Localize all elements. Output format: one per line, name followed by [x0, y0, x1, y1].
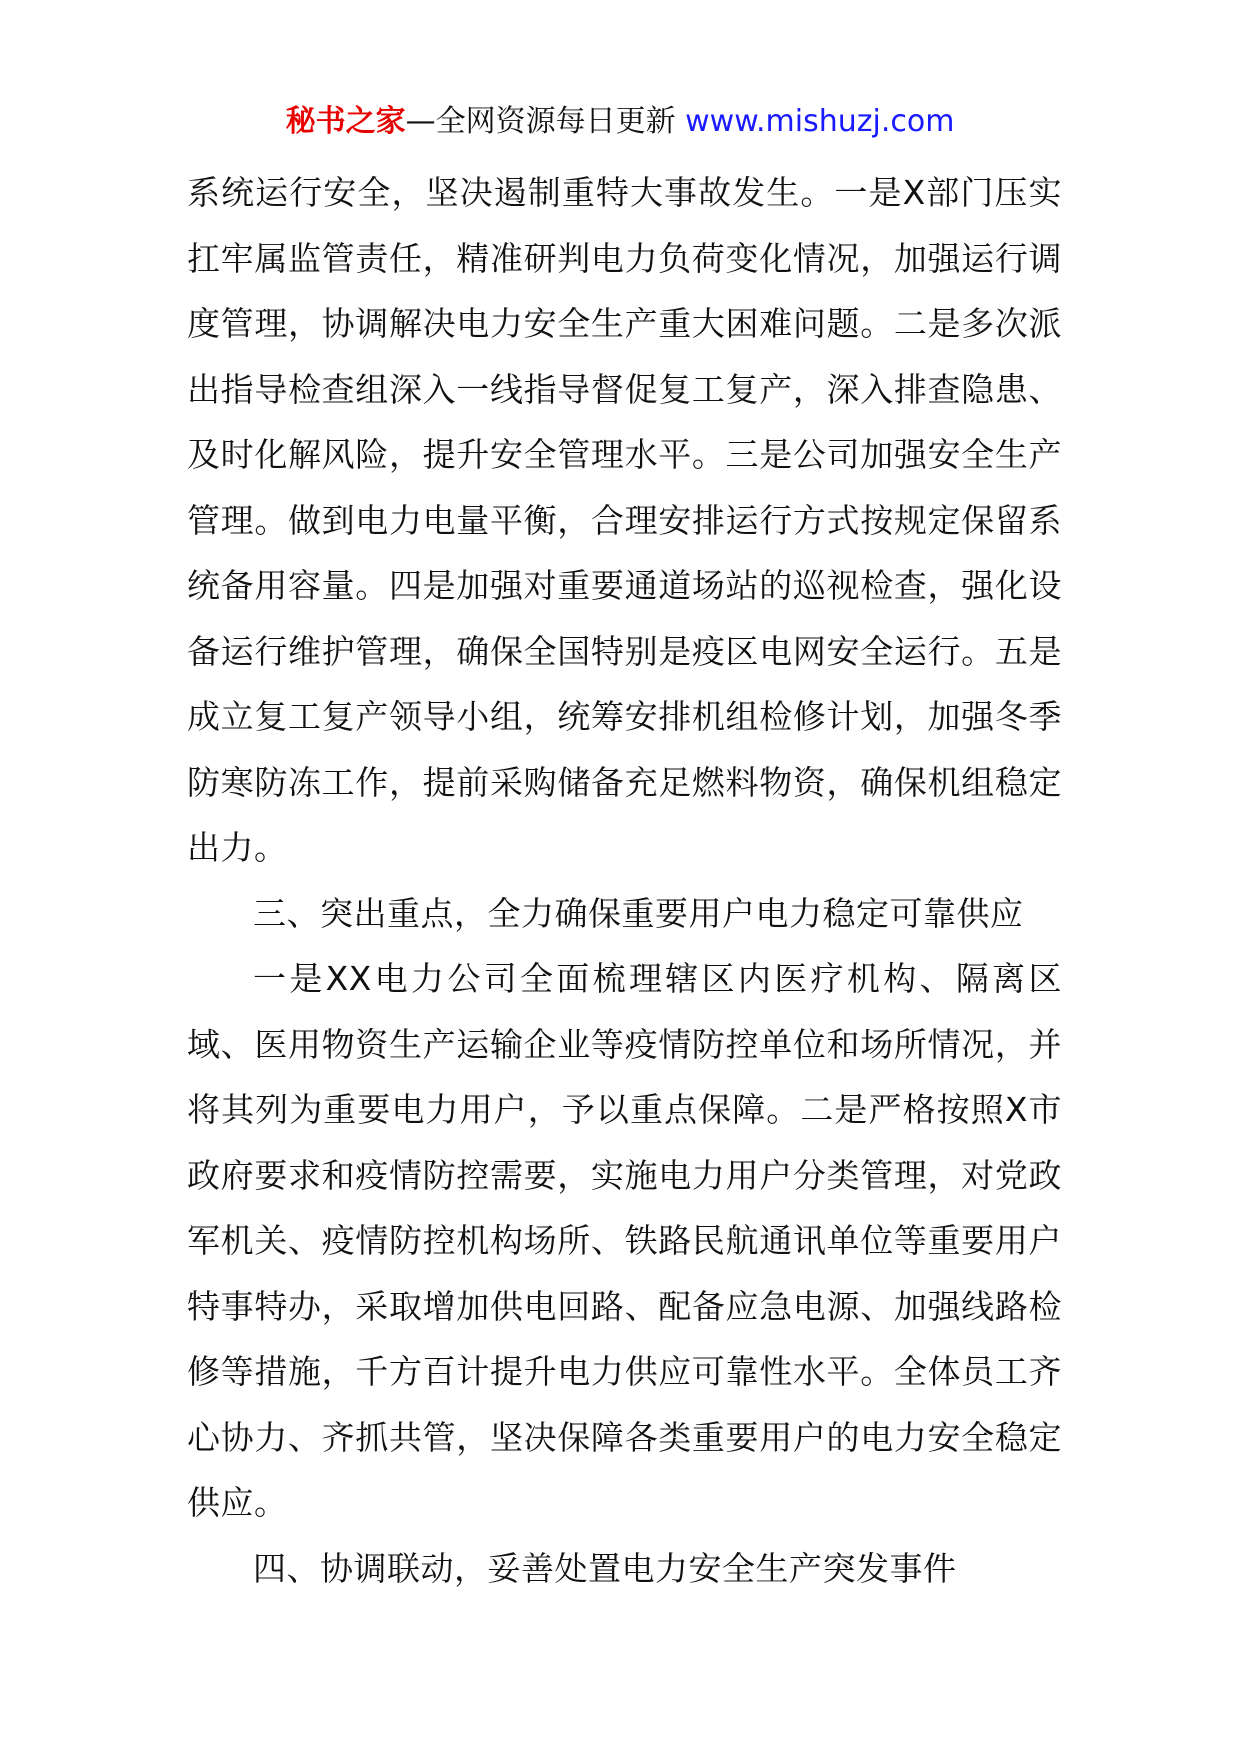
paragraph-section-3: 一是XX电力公司全面梳理辖区内医疗机构、隔离区域、医用物资生产运输企业等疫情防控单位和场所情况，并将其列为重要电力用户，予以重点保障。二是严格按照X市政府要求和疫情防控需要，实施电力用户分类管理，对党政军机关、疫情防控机构场所、铁路民航通讯单位等重要用户特事特办，采取增加供电回路、配备应急电源、加强线路检修等措施，千方百计提升电力供应可靠性水平。全体员工齐心协力、齐抓共管，坚决保障各类重要用户的电力安全稳定供应。	[187, 959, 1062, 1522]
document-body	[187, 160, 1062, 1601]
watermark-header	[0, 100, 1240, 144]
website-link[interactable]: www.mishuzj.com	[685, 104, 955, 139]
brand-name: 秘书之家	[285, 104, 406, 139]
section-heading-4: 四、协调联动，妥善处置电力安全生产突发事件	[253, 1548, 957, 1588]
paragraph-continued: 系统运行安全，坚决遏制重特大事故发生。一是X部门压实扛牢属监管责任，精准研判电力负荷变化情况，加强运行调度管理，协调解决电力安全生产重大困难问题。二是多次派出指导检查组深入一线指导督促复工复产，深入排查隐患、及时化解风险，提升安全管理水平。三是公司加强安全生产管理。做到电力电量平衡，合理安排运行方式按规定保留系统备用容量。四是加强对重要通道场站的巡视检查，强化设备运行维护管理，确保全国特别是疫区电网安全运行。五是成立复工复产领导小组，统筹安排机组检修计划，加强冬季防寒防冻工作，提前采购储备充足燃料物资，确保机组稳定出力。	[187, 173, 1062, 867]
section-heading-3: 三、突出重点，全力确保重要用户电力稳定可靠供应	[253, 893, 1024, 933]
header-tagline: —全网资源每日更新	[405, 104, 676, 139]
